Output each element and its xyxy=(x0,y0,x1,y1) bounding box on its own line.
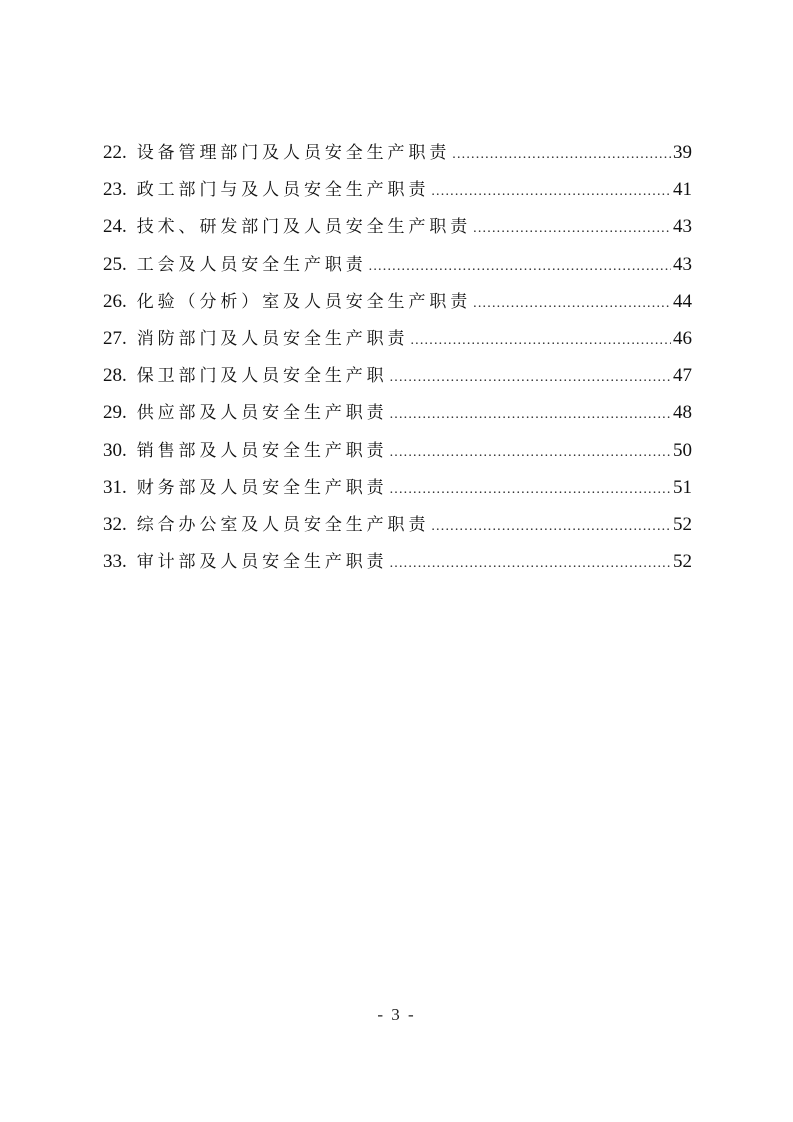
toc-entry-page: 52 xyxy=(673,513,692,535)
toc-entry-title: 消防部门及人员安全生产职责 xyxy=(136,328,409,349)
toc-entry-page: 48 xyxy=(673,402,692,424)
page-number: - 3 - xyxy=(377,1005,416,1024)
toc-entry-title: 保卫部门及人员安全生产职 xyxy=(136,366,388,387)
toc-entry-title: 供应部及人员安全生产职责 xyxy=(136,403,388,424)
toc-entry-title: 化验（分析）室及人员安全生产职责 xyxy=(136,291,472,312)
toc-entry-number: 24. xyxy=(103,216,127,238)
toc-entry-title: 设备管理部门及人员安全生产职责 xyxy=(136,143,451,163)
toc-dot-leader xyxy=(473,210,671,247)
table-of-contents xyxy=(103,134,692,580)
toc-entry-page: 52 xyxy=(673,551,692,573)
toc-entry-number: 31. xyxy=(103,476,127,498)
toc-entry-number: 27. xyxy=(103,327,127,349)
toc-dot-leader xyxy=(452,136,671,173)
toc-entry-number: 25. xyxy=(103,253,127,275)
toc-dot-leader xyxy=(390,434,671,471)
toc-entry[interactable] xyxy=(103,469,692,506)
toc-entry-page: 50 xyxy=(673,439,692,461)
toc-entry[interactable] xyxy=(103,171,692,208)
toc-entry-number: 22. xyxy=(103,142,127,163)
toc-entry-title: 审计部及人员安全生产职责 xyxy=(136,552,388,573)
toc-entry[interactable] xyxy=(103,134,692,171)
toc-entry[interactable] xyxy=(103,432,692,469)
toc-entry[interactable] xyxy=(103,394,692,431)
toc-entry[interactable] xyxy=(103,543,692,580)
toc-entry-page: 41 xyxy=(673,179,692,201)
toc-entry-number: 23. xyxy=(103,179,127,201)
toc-entry-page: 44 xyxy=(673,290,692,312)
toc-dot-leader xyxy=(410,322,671,359)
toc-dot-leader xyxy=(390,359,671,396)
toc-entry-number: 28. xyxy=(103,365,127,387)
toc-dot-leader xyxy=(431,508,671,545)
toc-dot-leader xyxy=(390,471,671,508)
toc-entry-page: 43 xyxy=(673,216,692,238)
toc-entry[interactable] xyxy=(103,320,692,357)
toc-entry-number: 29. xyxy=(103,402,127,424)
toc-entry-page: 51 xyxy=(673,476,692,498)
toc-entry-title: 技术、研发部门及人员安全生产职责 xyxy=(136,217,472,238)
toc-entry[interactable] xyxy=(103,506,692,543)
toc-dot-leader xyxy=(369,248,671,285)
toc-entry-page: 43 xyxy=(673,253,692,275)
toc-entry-title: 政工部门与及人员安全生产职责 xyxy=(136,180,430,201)
toc-entry-page: 46 xyxy=(673,327,692,349)
toc-entry[interactable] xyxy=(103,283,692,320)
toc-dot-leader xyxy=(473,285,671,322)
toc-entry-page: 39 xyxy=(673,142,692,163)
toc-entry-number: 30. xyxy=(103,439,127,461)
toc-dot-leader xyxy=(390,545,671,582)
toc-entry-title: 财务部及人员安全生产职责 xyxy=(136,477,388,498)
toc-entry-number: 33. xyxy=(103,551,127,573)
toc-entry[interactable] xyxy=(103,246,692,283)
toc-entry-number: 26. xyxy=(103,290,127,312)
toc-dot-leader xyxy=(390,396,671,433)
toc-entry-title: 销售部及人员安全生产职责 xyxy=(136,440,388,461)
toc-entry[interactable] xyxy=(103,357,692,394)
toc-dot-leader xyxy=(431,173,671,210)
toc-entry-page: 47 xyxy=(673,365,692,387)
toc-entry-title: 工会及人员安全生产职责 xyxy=(136,254,367,275)
toc-entry[interactable] xyxy=(103,208,692,245)
toc-entry-number: 32. xyxy=(103,513,127,535)
toc-entry-title: 综合办公室及人员安全生产职责 xyxy=(136,514,430,535)
